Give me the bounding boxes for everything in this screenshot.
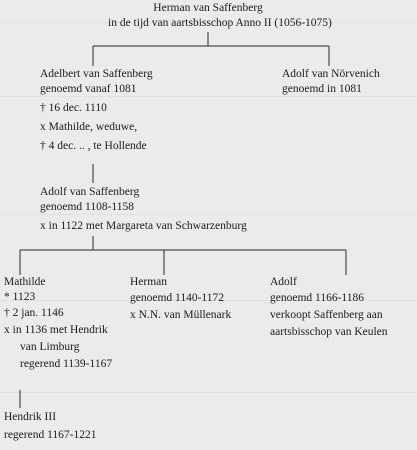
node-name: Adelbert van Saffenberg: [40, 68, 153, 80]
node-line: x N.N. van Müllenark: [130, 309, 232, 321]
node-name: Adolf: [270, 276, 297, 288]
node-herman: [130, 275, 231, 323]
node-line: verkoopt Saffenberg aan: [270, 309, 383, 321]
node-note: in de tijd van aartsbisschop Anno II (1056-1075): [108, 17, 332, 29]
node-line: aartsbisschop van Keulen: [270, 326, 388, 338]
node-mathilde: [4, 275, 112, 372]
node-adolf-van-saffenberg: [40, 185, 247, 234]
node-name: Adolf van Nörvenich: [282, 68, 380, 80]
node-line: † 16 dec. 1110: [40, 102, 107, 114]
node-line: regerend 1167-1221: [4, 429, 97, 441]
node-line: genoemd 1140-1172: [130, 292, 225, 304]
node-line: van Limburg: [20, 341, 80, 353]
node-line: x in 1122 met Margareta van Schwarzenburg: [40, 220, 247, 232]
node-line: regerend 1139-1167: [20, 358, 113, 370]
node-line: x Mathilde, weduwe,: [40, 121, 138, 133]
node-adelbert-van-saffenberg: [40, 67, 153, 154]
node-adolf-van-norvenich: [282, 67, 380, 97]
node-line: * 1123: [4, 291, 36, 303]
node-line: † 2 jan. 1146: [4, 307, 64, 319]
node-hendrik-iii: [4, 410, 97, 443]
node-name: Mathilde: [4, 276, 46, 288]
node-name: Adolf van Saffenberg: [40, 186, 140, 198]
node-line: † 4 dec. .. , te Hollende: [40, 140, 147, 152]
node-adolf: [270, 275, 388, 340]
node-line: genoemd 1166-1186: [270, 292, 365, 304]
node-herman-van-saffenberg: [108, 1, 332, 31]
node-line: genoemd in 1081: [282, 83, 362, 95]
node-line: genoemd vanaf 1081: [40, 83, 137, 95]
node-name: Hendrik III: [4, 411, 57, 423]
node-name: Herman van Saffenberg: [153, 2, 263, 14]
node-line: genoemd 1108-1158: [40, 201, 135, 213]
node-name: Herman: [130, 276, 168, 288]
node-line: x in 1136 met Hendrik: [4, 324, 108, 336]
